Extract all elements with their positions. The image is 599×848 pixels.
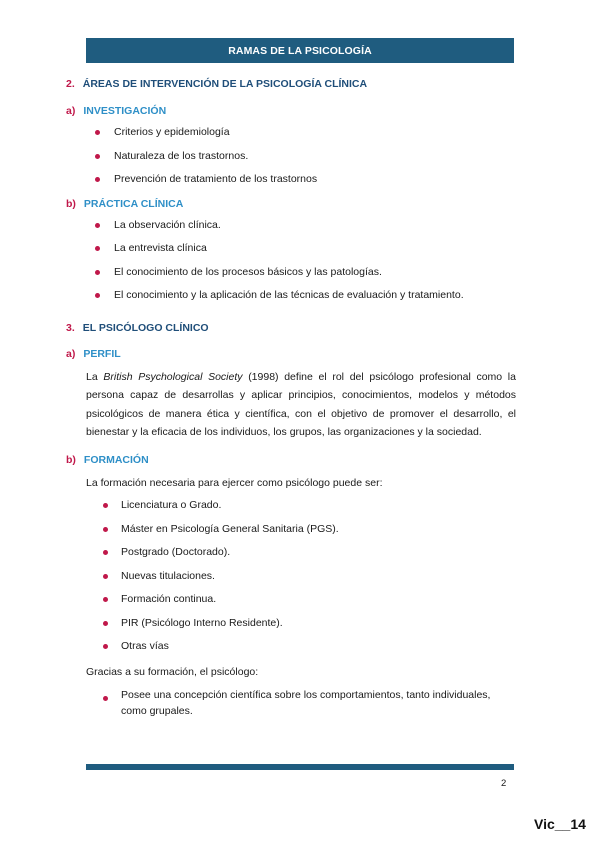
page-content xyxy=(66,78,516,719)
list-item: Postgrado (Doctorado). xyxy=(66,541,516,565)
investigacion-list xyxy=(66,121,516,192)
list-item: El conocimiento de los procesos básicos y las patologías. xyxy=(66,261,516,285)
list-item: El conocimiento y la aplicación de las técnicas de evaluación y tratamiento. xyxy=(66,284,516,308)
formacion-outro: Gracias a su formación, el psicólogo: xyxy=(86,665,259,678)
perfil-text-pre: La xyxy=(86,370,104,383)
formacion-list xyxy=(66,494,516,659)
subsection-investigacion-heading xyxy=(66,105,516,117)
subsection-letter: b) xyxy=(66,453,76,466)
section-2-number: 2. xyxy=(66,78,75,90)
list-item: Criterios y epidemiología xyxy=(66,121,516,145)
list-item: Licenciatura o Grado. xyxy=(66,494,516,518)
subsection-title: PRÁCTICA CLÍNICA xyxy=(83,197,184,210)
subsection-letter: a) xyxy=(66,347,76,360)
page-header-title: RAMAS DE LA PSICOLOGÍA xyxy=(228,44,372,57)
list-item: Máster en Psicología General Sanitaria (PGS). xyxy=(66,518,516,542)
perfil-paragraph xyxy=(66,368,516,442)
perfil-text-body: (1998) define el rol del psicólogo profesional como la persona capaz de desarrollas y aplicar principios, conocimientos, modelos y métodos psicológicos de manera ética y científica, con el objetivo de promover el desarrollo, el bienestar y la eficacia de los individuos, los grupos, las organizaciones y la sociedad. xyxy=(86,370,516,438)
list-item: La entrevista clínica xyxy=(66,237,516,261)
list-item: Formación continua. xyxy=(66,588,516,612)
page-number: 2 xyxy=(501,778,507,789)
list-item: PIR (Psicólogo Interno Residente). xyxy=(66,612,516,636)
subsection-title: PERFIL xyxy=(83,347,121,360)
formacion-intro: La formación necesaria para ejercer como psicólogo puede ser: xyxy=(86,476,383,489)
list-item: Nuevas titulaciones. xyxy=(66,565,516,589)
subsection-title: INVESTIGACIÓN xyxy=(83,105,167,117)
list-item: Otras vías xyxy=(66,635,516,659)
list-item: Prevención de tratamiento de los trastornos xyxy=(66,168,516,192)
subsection-letter: a) xyxy=(66,105,76,117)
subsection-title: FORMACIÓN xyxy=(83,453,149,466)
formacion-list-2 xyxy=(66,687,516,719)
section-2-heading xyxy=(66,78,516,90)
section-3-heading xyxy=(66,322,516,334)
list-item: Naturaleza de los trastornos. xyxy=(66,145,516,169)
page-footer-bar xyxy=(86,764,514,770)
section-2-title: ÁREAS DE INTERVENCIÓN DE LA PSICOLOGÍA CLÍNICA xyxy=(82,78,368,90)
subsection-formacion-heading xyxy=(66,454,516,466)
section-3-title: EL PSICÓLOGO CLÍNICO xyxy=(82,321,209,334)
perfil-text-italic: British Psychological Society xyxy=(103,370,243,383)
list-item: La observación clínica. xyxy=(66,214,516,238)
section-3-number: 3. xyxy=(66,321,75,334)
handwritten-signature: Vic__14 xyxy=(534,816,586,832)
page-header-bar xyxy=(86,38,514,63)
practica-list xyxy=(66,214,516,308)
subsection-practica-heading xyxy=(66,198,516,210)
list-item: Posee una concepción científica sobre los comportamientos, tanto individuales, como grupales. xyxy=(66,687,516,719)
subsection-letter: b) xyxy=(66,197,76,210)
subsection-perfil-heading xyxy=(66,348,516,360)
